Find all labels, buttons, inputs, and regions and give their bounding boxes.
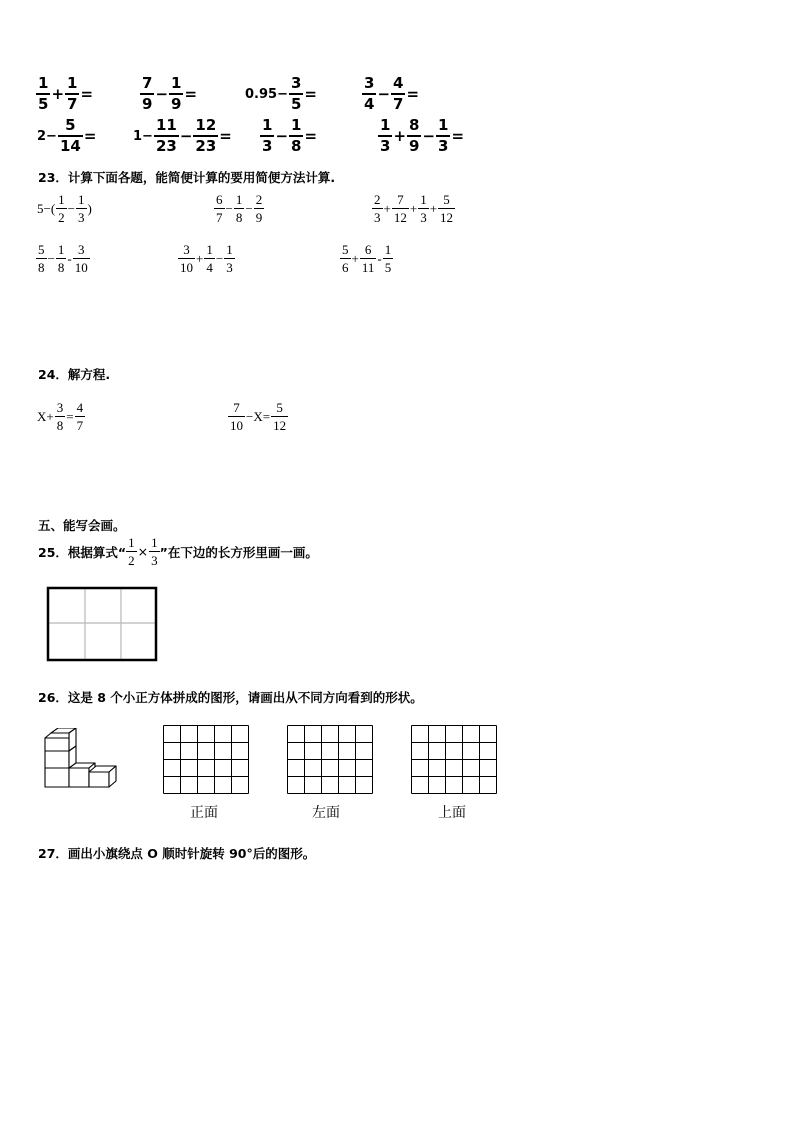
fraction: $\frac{3}{4}$ (364, 74, 375, 113)
fraction: $\frac{1}{5}$ (38, 74, 49, 113)
cube-top-edge (45, 733, 69, 738)
left-view-grid[interactable] (286, 724, 376, 796)
oral-row2-item2: 1− $\frac{11}{23}$ − $\frac{12}{23}$ = (133, 116, 232, 155)
q24-title: 24．解方程. (38, 367, 111, 382)
q24-equation-1: X+ $\frac{3}{8}$ = $\frac{4}{7}$ (37, 400, 84, 433)
q23-title: 23．计算下面各题，能简便计算的要用简便方法计算. (38, 170, 336, 185)
q25-rectangle[interactable] (46, 586, 158, 662)
cube-front (89, 772, 109, 787)
oral-row1-item1: $\frac{1}{5}$ + $\frac{1}{7}$ = (38, 74, 94, 113)
fraction: $\frac{7}{9}$ (142, 74, 153, 113)
q25-title: 25．根据算式“ $\frac{1}{2}$ × $\frac{1}{3}$ ”在下边的长方形里画一画。 (38, 535, 318, 568)
fraction: $\frac{8}{9}$ (409, 116, 420, 155)
cube-front (45, 738, 69, 751)
oral-row1-item4: $\frac{3}{4}$ − $\frac{4}{7}$ = (364, 74, 420, 113)
front-view-label: 正面 (190, 805, 218, 821)
cube-front (45, 751, 69, 768)
q23-expr-6: $\frac{5}{6}$ + $\frac{6}{11}$ - $\frac{1}{5}$ (342, 242, 392, 275)
top-view-grid[interactable] (410, 724, 500, 796)
q23-expr-3: $\frac{2}{3}$ + $\frac{7}{12}$ + $\frac{1}{3}$ + $\frac{5}{12}$ (374, 192, 454, 225)
rectangle-border (48, 588, 156, 660)
fraction: $\frac{1}{3}$ (438, 116, 449, 155)
q24-equation-2: $\frac{7}{10}$ −X= $\frac{5}{12}$ (230, 400, 287, 433)
cube-front (45, 768, 69, 787)
top-view-label: 上面 (438, 805, 466, 821)
fraction: $\frac{12}{23}$ (195, 116, 217, 155)
front-view-grid[interactable] (162, 724, 252, 796)
fraction: $\frac{1}{8}$ (291, 116, 302, 155)
q23-expr-1: 5−( $\frac{1}{2}$ − $\frac{1}{3}$ ) (37, 192, 92, 225)
q23-expr-4: $\frac{5}{8}$ − $\frac{1}{8}$ - $\frac{3}{10}$ (38, 242, 88, 275)
fraction: $\frac{1}{3}$ (380, 116, 391, 155)
oral-row2-item3: $\frac{1}{3}$ − $\frac{1}{8}$ = (262, 116, 318, 155)
fraction: $\frac{1}{7}$ (67, 74, 78, 113)
q26-title: 26．这是 8 个小正方体拼成的图形，请画出从不同方向看到的形状。 (38, 690, 423, 705)
fraction: $\frac{1}{3}$ (262, 116, 273, 155)
oral-row1-item3: 0.95− $\frac{3}{5}$ = (245, 74, 317, 113)
fraction: $\frac{5}{14}$ (59, 116, 81, 155)
oral-row2-item4: $\frac{1}{3}$ + $\frac{8}{9}$ − $\frac{1}{3}$ = (380, 116, 465, 155)
q23-expr-5: $\frac{3}{10}$ + $\frac{1}{4}$ − $\frac{1}{3}$ (180, 242, 233, 275)
cubes-figure (40, 728, 124, 792)
q27-title: 27．画出小旗绕点 O 顺时针旋转 90°后的图形。 (38, 846, 316, 861)
oral-row2-item1: 2− $\frac{5}{14}$ = (37, 116, 97, 155)
fraction: $\frac{3}{5}$ (290, 74, 302, 113)
q23-expr-2: $\frac{6}{7}$ − $\frac{1}{8}$ − $\frac{2}{9}$ (216, 192, 263, 225)
cube-front (69, 768, 89, 787)
fraction: $\frac{1}{9}$ (171, 74, 182, 113)
fraction: $\frac{4}{7}$ (393, 74, 404, 113)
left-view-label: 左面 (312, 805, 340, 821)
section-5-title: 五、能写会画。 (38, 518, 126, 533)
fraction: $\frac{11}{23}$ (155, 116, 177, 155)
oral-row1-item2: $\frac{7}{9}$ − $\frac{1}{9}$ = (142, 74, 198, 113)
